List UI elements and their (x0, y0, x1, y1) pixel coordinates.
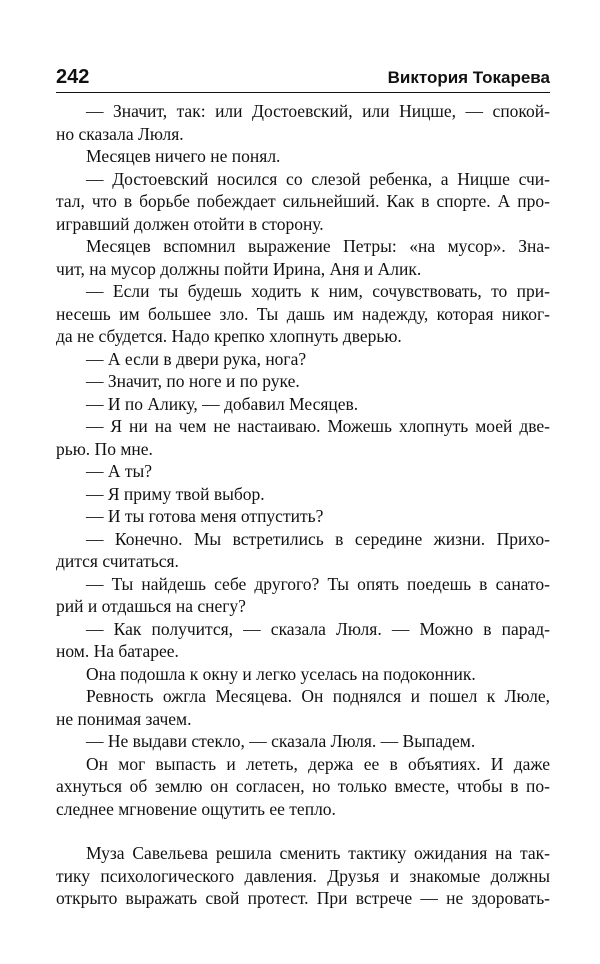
text-line: — Значит, по ноге и по руке. (86, 371, 300, 391)
text-line: — Не выдави стекло, — сказала Люля. — Выпадем. (86, 731, 476, 751)
text-line: Ревность ожгла Месяцева. Он поднялся и пошел к Люле, (86, 686, 550, 706)
text-line: — А ты? (86, 461, 153, 481)
text-line: — И ты готова меня отпустить? (86, 506, 324, 526)
page-number: 242 (56, 66, 90, 88)
text-line: Месяцев вспомнил выражение Петры: «на мусор». Зна- (86, 236, 550, 256)
text-line: — Если ты будешь ходить к ним, сочувствовать, то при- (86, 281, 550, 301)
text-line: следнее мгновение ощутить ее тепло. (56, 798, 336, 819)
text-line: да не сбудется. Надо крепко хлопнуть дверью. (56, 326, 402, 346)
text-line: — Я ни на чем не настаиваю. Можешь хлопнуть моей две- (86, 416, 550, 436)
text-line: Он мог выпасть и лететь, держа ее в объятиях. И даже (86, 753, 550, 774)
text-line: рий и отдашься на снегу? (56, 596, 246, 616)
text-line: дится считаться. (56, 551, 179, 571)
text-line: — А если в двери рука, нога? (86, 348, 307, 369)
text-line: ахнуться об землю он согласен, но только вместе, чтобы в по- (56, 776, 550, 796)
text-line: открыто выражать свой протест. При встрече — не здоровать- (56, 888, 550, 908)
text-line: чит, на мусор должны пойти Ирина, Аня и Алик. (56, 258, 422, 279)
running-title: Виктория Токарева (387, 68, 550, 87)
text-line: Месяцев ничего не понял. (86, 146, 281, 166)
section-break (56, 820, 550, 842)
text-line: рью. По мне. (56, 438, 153, 459)
text-line: но сказала Люля. (56, 123, 184, 144)
text-line: ном. На батарее. (56, 641, 179, 661)
text-line: игравший должен отойти в сторону. (56, 213, 324, 234)
body-text (56, 100, 550, 910)
text-line: тику психологического давления. Друзья и знакомые должны (56, 865, 550, 886)
text-line: — Конечно. Мы встретились в середине жизни. Прихо- (86, 528, 550, 549)
text-line: — Ты найдешь себе другого? Ты опять поедешь в санато- (86, 573, 550, 594)
text-line: Она подошла к окну и легко уселась на подоконник. (86, 663, 476, 684)
text-line: не понимая зачем. (56, 708, 192, 729)
text-line: — Как получится, — сказала Люля. — Можно в парад- (86, 618, 550, 639)
text-line: тал, что в борьбе побеждает сильнейший. Как в спорте. А про- (56, 191, 550, 211)
text-line: — Достоевский носился со слезой ребенка, а Ницше счи- (86, 168, 550, 189)
text-line: несешь им большее зло. Ты дашь им надежду, которая никог- (56, 303, 550, 324)
text-line: — И по Алику, — добавил Месяцев. (86, 393, 359, 414)
text-line: — Я приму твой выбор. (86, 483, 265, 504)
page-header (56, 62, 550, 93)
text-line: Муза Савельева решила сменить тактику ожидания на так- (86, 843, 550, 863)
text-line: — Значит, так: или Достоевский, или Ницше, — спокой- (86, 101, 550, 121)
